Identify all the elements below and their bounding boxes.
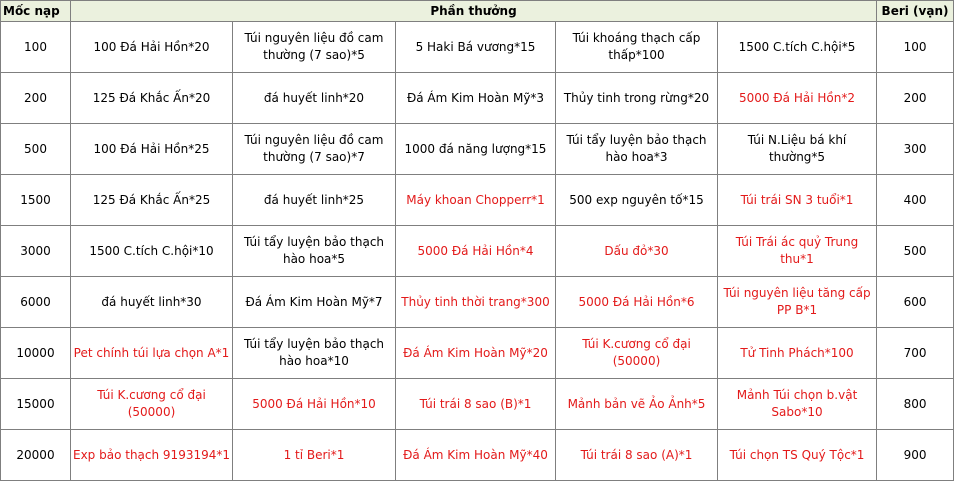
- reward-cell: 5000 Đá Hải Hồn*6: [556, 277, 718, 328]
- reward-cell: Túi tẩy luyện bảo thạch hào hoa*5: [233, 226, 396, 277]
- reward-cell: Túi tẩy luyện bảo thạch hào hoa*10: [233, 328, 396, 379]
- reward-cell: Túi trái SN 3 tuổi*1: [718, 175, 877, 226]
- reward-cell: 5000 Đá Hải Hồn*10: [233, 379, 396, 430]
- reward-cell: Thủy tinh trong rừng*20: [556, 73, 718, 124]
- reward-cell: Tử Tinh Phách*100: [718, 328, 877, 379]
- reward-cell: Túi nguyên liệu tăng cấp PP B*1: [718, 277, 877, 328]
- reward-cell: 5000 Đá Hải Hồn*4: [396, 226, 556, 277]
- table-row: [1, 328, 954, 379]
- beri-cell: 900: [877, 430, 954, 481]
- tier-cell: 3000: [1, 226, 71, 277]
- tier-cell: 10000: [1, 328, 71, 379]
- beri-cell: 800: [877, 379, 954, 430]
- reward-cell: 1 tỉ Beri*1: [233, 430, 396, 481]
- reward-cell: 1500 C.tích C.hội*5: [718, 22, 877, 73]
- header-row: [1, 1, 954, 22]
- reward-cell: Túi K.cương cổ đại (50000): [556, 328, 718, 379]
- tier-cell: 500: [1, 124, 71, 175]
- reward-cell: Máy khoan Chopperr*1: [396, 175, 556, 226]
- table-row: [1, 430, 954, 481]
- reward-cell: đá huyết linh*20: [233, 73, 396, 124]
- table-row: [1, 73, 954, 124]
- reward-cell: 100 Đá Hải Hồn*20: [71, 22, 233, 73]
- tier-cell: 6000: [1, 277, 71, 328]
- reward-cell: Đá Ám Kim Hoàn Mỹ*20: [396, 328, 556, 379]
- reward-cell: Túi trái 8 sao (A)*1: [556, 430, 718, 481]
- reward-cell: Mảnh bản vẽ Ảo Ảnh*5: [556, 379, 718, 430]
- beri-cell: 300: [877, 124, 954, 175]
- reward-cell: Túi trái 8 sao (B)*1: [396, 379, 556, 430]
- reward-cell: Đá Ám Kim Hoàn Mỹ*7: [233, 277, 396, 328]
- reward-cell: 1500 C.tích C.hội*10: [71, 226, 233, 277]
- table-row: [1, 277, 954, 328]
- reward-cell: 100 Đá Hải Hồn*25: [71, 124, 233, 175]
- reward-cell: Thủy tinh thời trang*300: [396, 277, 556, 328]
- table-header: [1, 1, 954, 22]
- reward-cell: Túi nguyên liệu đồ cam thường (7 sao)*7: [233, 124, 396, 175]
- reward-cell: Túi K.cương cổ đại (50000): [71, 379, 233, 430]
- reward-cell: Túi khoáng thạch cấp thấp*100: [556, 22, 718, 73]
- reward-cell: Pet chính túi lựa chọn A*1: [71, 328, 233, 379]
- header-beri: Beri (vạn): [877, 1, 954, 22]
- reward-cell: 125 Đá Khắc Ấn*20: [71, 73, 233, 124]
- table-row: [1, 379, 954, 430]
- reward-cell: Dấu đỏ*30: [556, 226, 718, 277]
- beri-cell: 200: [877, 73, 954, 124]
- header-rewards: Phần thưởng: [71, 1, 877, 22]
- beri-cell: 100: [877, 22, 954, 73]
- tier-cell: 100: [1, 22, 71, 73]
- header-tier: Mốc nạp: [1, 1, 71, 22]
- reward-cell: Đá Ám Kim Hoàn Mỹ*40: [396, 430, 556, 481]
- tier-cell: 20000: [1, 430, 71, 481]
- reward-cell: đá huyết linh*25: [233, 175, 396, 226]
- reward-cell: Exp bảo thạch 9193194*1: [71, 430, 233, 481]
- reward-cell: đá huyết linh*30: [71, 277, 233, 328]
- reward-cell: Mảnh Túi chọn b.vật Sabo*10: [718, 379, 877, 430]
- tier-cell: 1500: [1, 175, 71, 226]
- tier-cell: 200: [1, 73, 71, 124]
- table-row: [1, 175, 954, 226]
- table-row: [1, 226, 954, 277]
- reward-cell: 500 exp nguyên tố*15: [556, 175, 718, 226]
- reward-cell: Đá Ám Kim Hoàn Mỹ*3: [396, 73, 556, 124]
- reward-cell: Túi tẩy luyện bảo thạch hào hoa*3: [556, 124, 718, 175]
- reward-cell: 1000 đá năng lượng*15: [396, 124, 556, 175]
- table-body: [1, 22, 954, 481]
- reward-cell: Túi N.Liệu bá khí thường*5: [718, 124, 877, 175]
- table-row: [1, 22, 954, 73]
- beri-cell: 600: [877, 277, 954, 328]
- beri-cell: 400: [877, 175, 954, 226]
- table-row: [1, 124, 954, 175]
- reward-cell: Túi nguyên liệu đồ cam thường (7 sao)*5: [233, 22, 396, 73]
- reward-cell: Túi Trái ác quỷ Trung thu*1: [718, 226, 877, 277]
- reward-cell: 5000 Đá Hải Hồn*2: [718, 73, 877, 124]
- reward-cell: 5 Haki Bá vương*15: [396, 22, 556, 73]
- reward-cell: Túi chọn TS Quý Tộc*1: [718, 430, 877, 481]
- tier-cell: 15000: [1, 379, 71, 430]
- beri-cell: 500: [877, 226, 954, 277]
- beri-cell: 700: [877, 328, 954, 379]
- reward-cell: 125 Đá Khắc Ấn*25: [71, 175, 233, 226]
